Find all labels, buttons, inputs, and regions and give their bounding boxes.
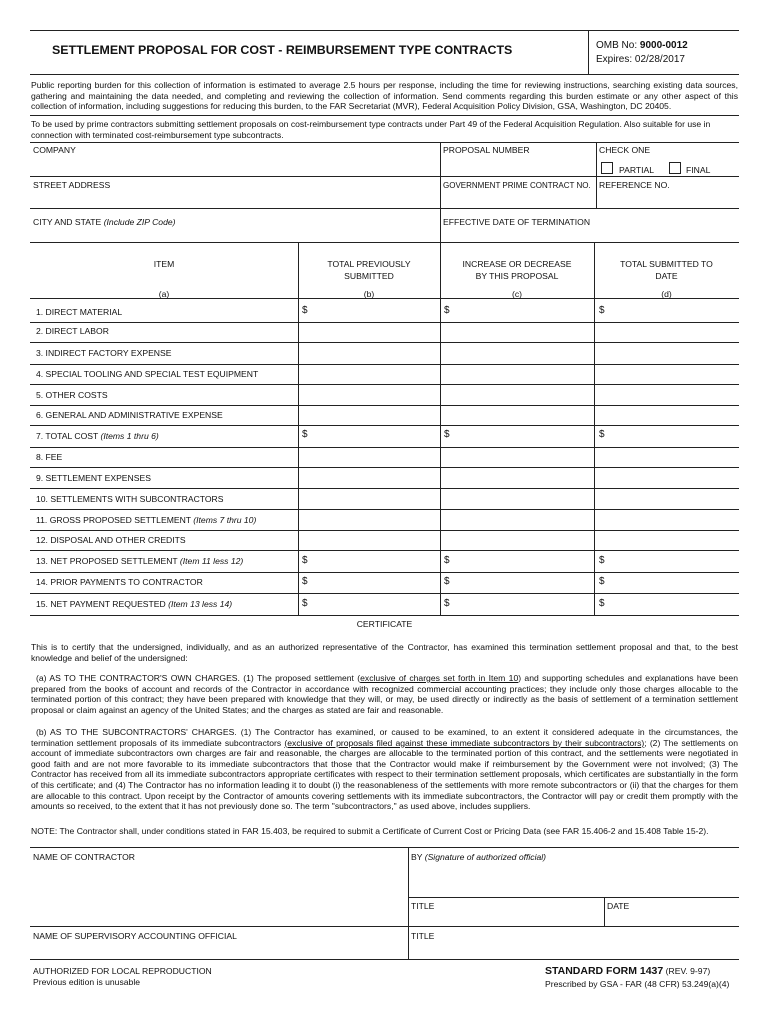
city-state-field[interactable] <box>31 228 439 241</box>
omb-number <box>596 40 688 52</box>
omb-number-value: 9000-0012 <box>639 40 688 51</box>
dollar-sign: $ <box>302 598 308 609</box>
effective-date-field[interactable] <box>441 228 738 241</box>
usage-statement: To be used by prime contractors submitting settlement proposals on cost-reimbursement type contracts under Part 49 of the Federal Acquisition Regulation. Also suitable for use in connection with terminated cost-reimbursement type subcontracts. <box>31 119 711 140</box>
signature-field[interactable] <box>409 863 738 896</box>
table-row-label-2: 2. DIRECT LABOR <box>36 326 109 336</box>
gov-prime-contract-field[interactable] <box>441 191 595 207</box>
table-row-note-13: (Item 11 less 12) <box>179 556 244 566</box>
dollar-sign: $ <box>599 555 605 566</box>
dollar-sign: $ <box>599 429 605 440</box>
reference-no-label: REFERENCE NO. <box>599 180 670 190</box>
city-state-label <box>33 217 176 227</box>
table-row-label-15 <box>36 599 232 609</box>
table-row-label-13 <box>36 556 243 566</box>
proposal-number-label: PROPOSAL NUMBER <box>443 145 530 155</box>
col-b-header-line1: TOTAL PREVIOUSLY <box>327 259 411 269</box>
col-b-header-line2: SUBMITTED <box>344 270 394 281</box>
table-row-label-4: 4. SPECIAL TOOLING AND SPECIAL TEST EQUIPMENT <box>36 369 259 379</box>
table-row-note-11: (Items 7 thru 10) <box>193 515 257 525</box>
col-d-header-line1: TOTAL SUBMITTED TO <box>620 259 713 269</box>
gov-prime-contract-label: GOVERNMENT PRIME CONTRACT NO. <box>443 181 591 190</box>
dollar-sign: $ <box>599 305 605 316</box>
final-label: FINAL <box>686 165 711 175</box>
table-row-label-9: 9. SETTLEMENT EXPENSES <box>36 473 151 483</box>
p2-part-a: (a) AS TO THE CONTRACTOR'S OWN CHARGES. (1) The proposed settlement ( <box>36 673 361 683</box>
final-checkbox[interactable] <box>669 162 681 174</box>
table-row-label-1: 1. DIRECT MATERIAL <box>36 307 123 317</box>
certificate-heading: CERTIFICATE <box>356 619 413 629</box>
table-row-text-13: 13. NET PROPOSED SETTLEMENT <box>36 556 180 566</box>
check-one-label: CHECK ONE <box>599 145 651 155</box>
dollar-sign: $ <box>599 598 605 609</box>
p2-part-b: ) and supporting schedules and explanations have been prepared from the books of account and records of the Contractor in accordance with recognized commercial accounting practices; they include only those charges allocable to the terminated portion of this contract; they have been prepared with knowledge that they will, or may, be used directly or indirectly as the basis of settlement of a termination settlement proposal or claim against an agency of the United States; and the charges as stated are fair and reasonable. <box>31 673 738 715</box>
dollar-sign: $ <box>444 555 450 566</box>
table-row-note-15: (Item 13 less 14) <box>168 599 233 609</box>
table-row-label-12: 12. DISPOSAL AND OTHER CREDITS <box>36 535 186 545</box>
p3-underlined: (exclusive of proposals filed against these immediate subcontractors by their subcontractors) <box>284 737 645 748</box>
city-state-text: CITY AND STATE <box>33 217 102 227</box>
reference-no-field[interactable] <box>597 191 738 207</box>
table-row-label-14: 14. PRIOR PAYMENTS TO CONTRACTOR <box>36 577 203 587</box>
table-row-label-10: 10. SETTLEMENTS WITH SUBCONTRACTORS <box>36 494 224 504</box>
table-row-text-15: 15. NET PAYMENT REQUESTED <box>36 599 169 609</box>
col-d-letter: (d) <box>661 289 672 299</box>
dollar-sign: $ <box>444 429 450 440</box>
title2-label: TITLE <box>411 931 435 941</box>
company-field[interactable] <box>31 156 439 175</box>
contractor-name-field[interactable] <box>31 863 407 925</box>
p3-part-a: (b) AS TO THE SUBCONTRACTORS' CHARGES. (1) The Contractor has examined, or caused to be examined, to an extent it considered adequate in the circumstances, the termination settlement proposals of its immediate subcontractors <box>31 727 738 748</box>
company-label: COMPANY <box>33 145 76 155</box>
subcontractor-charges-paragraph <box>31 727 738 812</box>
col-c-header-line1: INCREASE OR DECREASE <box>462 259 572 269</box>
dollar-sign: $ <box>302 555 308 566</box>
title-field[interactable] <box>409 911 603 925</box>
expiration-date: Expires: 02/28/2017 <box>596 54 685 65</box>
supervisory-official-field[interactable] <box>31 942 407 958</box>
table-row-label-3: 3. INDIRECT FACTORY EXPENSE <box>36 348 172 358</box>
prescribed-by: Prescribed by GSA - FAR (48 CFR) 53.249(a)(4) <box>545 979 730 989</box>
far-note: NOTE: The Contractor shall, under conditions stated in FAR 15.403, be required to submit a Certificate of Current Cost or Pricing Data (see FAR 15.406-2 and 15.408 Table 15-2). <box>31 826 709 836</box>
p3-part-b: ; (2) The settlements on account of immediate subcontractors own charges are fair and reasonable, the charges are allocable to the terminated portion of this contract, and the settlements were negotiated in good faith and are not more favorable to its immediate subcontractors that those that the Contractor would make if reimbursement by the Government were not involved; (3) The Contractor has received from all its immediate subcontractors appropriate certificates with respect to their termination settlement proposals, which certificates are substantially in the form of this certificate; and (4) The Contractor has no information leading it to doubt (i) the reasonableness of the settlements with more remote subcontractors or (ii) that the charges for them are allocable to this contract. Upon receipt by the Contractor of amounts covering settlements with its immediate subcontractors, the Contractor will pay or credit them promptly with the amounts so received, to the extent that it has not previously done so. The term "subcontractors," as used above, includes suppliers. <box>31 737 738 812</box>
by-note: (Signature of authorized official) <box>424 852 547 862</box>
dollar-sign: $ <box>599 576 605 587</box>
city-state-note: (Include ZIP Code) <box>103 217 176 227</box>
proposal-number-field[interactable] <box>441 156 595 175</box>
col-d-header-line2: DATE <box>655 270 678 281</box>
signature-label <box>411 852 546 862</box>
dollar-sign: $ <box>444 305 450 316</box>
col-c-header-line2: BY THIS PROPOSAL <box>475 270 559 281</box>
table-row-label-5: 5. OTHER COSTS <box>36 390 108 400</box>
table-row-text-7: 7. TOTAL COST <box>36 431 101 441</box>
dollar-sign: $ <box>444 576 450 587</box>
form-title: SETTLEMENT PROPOSAL FOR COST - REIMBURSEMENT TYPE CONTRACTS <box>52 43 513 57</box>
dollar-sign: $ <box>444 598 450 609</box>
contractor-name-label: NAME OF CONTRACTOR <box>33 852 136 862</box>
col-d-header <box>594 259 739 282</box>
title2-field[interactable] <box>409 942 738 958</box>
partial-label: PARTIAL <box>619 165 655 175</box>
col-c-header <box>440 259 594 282</box>
p2-underlined: exclusive of charges set forth in Item 10 <box>360 673 519 683</box>
amount-field[interactable] <box>609 300 737 320</box>
omb-label: OMB No: <box>596 40 640 51</box>
form-name: STANDARD FORM 1437 <box>545 965 664 977</box>
street-address-label: STREET ADDRESS <box>33 180 111 190</box>
table-row-label-7 <box>36 431 159 441</box>
previous-edition: Previous edition is unusable <box>33 977 141 987</box>
table-row-note-7: (Items 1 thru 6) <box>100 431 159 441</box>
authorized-reproduction: AUTHORIZED FOR LOCAL REPRODUCTION <box>33 966 212 976</box>
form-revision: (REV. 9-97) <box>663 966 711 976</box>
col-a-letter: (a) <box>158 289 170 299</box>
partial-checkbox[interactable] <box>601 162 613 174</box>
contractor-charges-paragraph <box>31 673 738 715</box>
table-row-text-11: 11. GROSS PROPOSED SETTLEMENT <box>36 515 194 525</box>
dollar-sign: $ <box>302 305 308 316</box>
by-text: BY <box>411 852 425 862</box>
col-b-header <box>298 259 440 282</box>
title-label: TITLE <box>411 901 435 911</box>
date-label: DATE <box>607 901 630 911</box>
certificate-intro: This is to certify that the undersigned, individually, and as an authorized representative of the Contractor, has examined this termination settlement proposal and that, to the best knowledge and belief of the undersigned: <box>31 642 738 663</box>
table-row-label-8: 8. FEE <box>36 452 63 462</box>
table-row-label-11 <box>36 515 256 525</box>
supervisory-official-label: NAME OF SUPERVISORY ACCOUNTING OFFICIAL <box>33 931 237 941</box>
amount-field[interactable] <box>454 300 592 320</box>
table-row-label-6: 6. GENERAL AND ADMINISTRATIVE EXPENSE <box>36 410 223 420</box>
col-item-header: ITEM <box>153 259 175 269</box>
dollar-sign: $ <box>302 429 308 440</box>
dollar-sign: $ <box>302 576 308 587</box>
effective-date-label: EFFECTIVE DATE OF TERMINATION <box>443 217 591 227</box>
street-address-field[interactable] <box>31 191 439 207</box>
standard-form-number <box>545 965 710 978</box>
col-c-letter: (c) <box>511 289 523 299</box>
col-b-letter: (b) <box>363 289 375 299</box>
date-field[interactable] <box>605 911 738 925</box>
burden-statement: Public reporting burden for this collection of information is estimated to average 2.5 hours per response, including the time for reviewing instructions, searching existing data sources, gathering and maintaining the data needed, and completing and reviewing the collection of information. Send comments regarding this burden estimate or any other aspect of this collection of information, including suggestions for reducing this burden, to the FAR Secretariat (MVR), Federal Acquisition Policy Division, GSA, Washington, DC 20405. <box>31 80 738 111</box>
amount-field[interactable] <box>312 300 438 320</box>
